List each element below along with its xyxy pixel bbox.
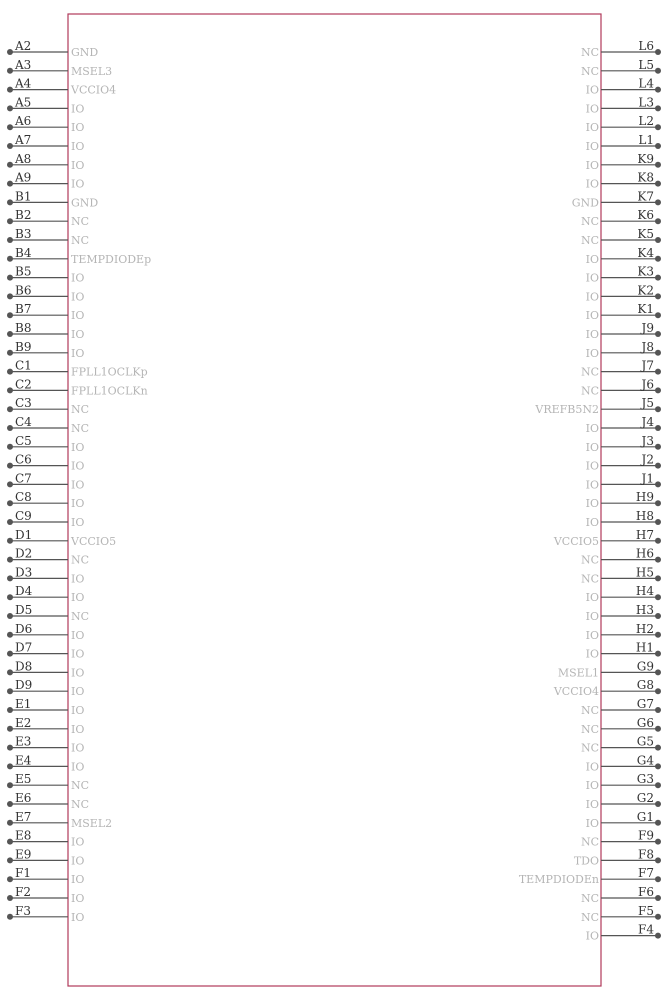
pin-name: IO [585,309,599,323]
pin-name: IO [71,497,85,511]
pin-end-dot [655,68,661,74]
pin-number: L4 [638,76,654,91]
pin-name: NC [71,422,90,435]
pin-end-dot [7,876,13,882]
pin-number: B7 [15,302,32,317]
pin-name: NC [71,553,90,567]
pin-name: NC [71,798,90,811]
pin-end-dot [655,256,661,262]
pin-end-dot [7,707,13,713]
pin-number: A3 [15,57,32,72]
pin-name: IO [585,816,599,830]
pin-end-dot [7,669,13,675]
pin-number: D2 [15,546,33,561]
pin-end-dot [7,293,13,299]
pin-name: VCCIO5 [553,534,599,548]
pin-end-dot [655,669,661,675]
pin-name: VCCIO4 [71,83,117,97]
pin-number: C8 [15,490,32,505]
pin-end-dot [655,594,661,600]
pin-number: J1 [641,471,654,486]
pin-end-dot [655,651,661,657]
pin-number: D7 [15,640,33,655]
pin-number: H8 [635,509,654,523]
pin-end-dot [7,613,13,619]
pin-number: F6 [638,885,654,899]
pin-end-dot [655,387,661,393]
pin-number: K7 [637,189,654,204]
pin-name: IO [71,328,85,341]
pin-name: TEMPDIODEn [518,873,599,887]
pin-number: D1 [15,527,33,542]
pin-end-dot [655,218,661,224]
pin-name: TEMPDIODEp [71,252,152,266]
pin-name: IO [71,459,85,473]
pin-name: IO [71,741,85,755]
pin-end-dot [655,49,661,55]
pin-end-dot [655,707,661,713]
pin-number: F8 [638,847,654,862]
pin-end-dot [7,651,13,657]
pin-name: IO [585,628,599,642]
pin-end-dot [655,312,661,318]
pin-name: IO [585,760,599,774]
pin-name: IO [585,346,599,360]
pin-number: E6 [15,791,32,805]
pin-name: IO [71,346,85,360]
pin-name: NC [580,553,599,567]
pin-end-dot [7,369,13,375]
pin-name: VREFB5N2 [535,403,599,417]
pin-number: B2 [15,208,32,223]
pin-name: IO [585,591,599,605]
pin-number: C5 [15,433,32,448]
pin-end-dot [7,726,13,732]
pin-end-dot [655,124,661,130]
pin-name: IO [71,309,85,323]
pin-name: IO [71,478,85,492]
pin-name: MSEL2 [71,816,113,830]
pin-number: F2 [15,885,31,899]
pin-name: IO [71,760,85,774]
pin-end-dot [7,839,13,845]
pin-number: F1 [15,866,31,881]
pin-name: GND [71,196,99,210]
pin-number: G6 [636,715,654,730]
pin-name: IO [585,929,599,943]
pin-end-dot [655,557,661,563]
pin-end-dot [7,218,13,224]
pin-name: NC [580,46,599,59]
pin-end-dot [655,914,661,920]
pin-number: D4 [15,584,33,599]
pin-name: NC [580,892,599,905]
pin-number: H3 [635,603,654,617]
pin-end-dot [7,275,13,281]
pin-end-dot [7,519,13,525]
pin-name: IO [585,252,599,266]
pin-end-dot [655,500,661,506]
pin-number: A6 [15,114,32,129]
pin-name: MSEL1 [557,666,599,680]
pin-end-dot [7,425,13,431]
pin-number: A8 [15,151,32,166]
pin-name: IO [71,854,85,868]
pin-end-dot [655,481,661,487]
pin-number: D5 [15,603,33,617]
pin-number: E2 [15,715,32,730]
pin-end-dot [655,350,661,356]
pin-end-dot [655,369,661,375]
pin-end-dot [7,688,13,694]
pin-name: IO [585,478,599,492]
pin-end-dot [7,481,13,487]
pin-name: NC [71,610,90,623]
pin-name: IO [585,422,599,435]
pin-number: J3 [641,433,654,448]
pin-number: D6 [15,621,33,636]
pin-end-dot [655,895,661,901]
pin-name: IO [585,328,599,341]
pin-name: NC [71,779,90,793]
pin-number: K4 [637,245,654,260]
pin-end-dot [655,801,661,807]
pin-number: D3 [15,565,33,580]
pin-name: IO [71,271,85,285]
pin-name: IO [585,177,599,191]
pin-name: IO [71,892,85,905]
pin-name: NC [580,215,599,229]
pin-number: C3 [15,396,32,411]
pin-end-dot [7,199,13,205]
pin-name: NC [580,234,599,247]
pin-number: H4 [635,584,654,599]
pin-name: IO [71,685,85,699]
pin-end-dot [655,162,661,168]
pin-number: C4 [15,415,32,429]
pin-end-dot [7,594,13,600]
pin-number: B5 [15,264,32,279]
pin-name: IO [585,610,599,623]
pin-end-dot [7,632,13,638]
pin-end-dot [7,538,13,544]
pin-name: IO [585,83,599,97]
pin-number: F3 [15,903,31,918]
pin-end-dot [7,68,13,74]
pin-number: B4 [15,245,32,260]
pin-number: H1 [635,640,654,655]
pin-name: NC [71,403,90,417]
pin-number: A4 [15,76,32,91]
pin-number: F5 [638,903,654,918]
pin-end-dot [7,557,13,563]
pin-number: G5 [636,734,654,749]
pin-number: L2 [638,114,654,129]
pin-name: NC [580,572,599,586]
pin-name: NC [580,910,599,924]
pin-name: IO [71,440,85,454]
pin-end-dot [655,87,661,93]
pin-name: NC [580,704,599,717]
pin-name: NC [580,835,599,849]
pin-end-dot [7,312,13,318]
pin-number: G3 [636,772,654,787]
pin-name: IO [71,290,85,304]
pin-name: IO [585,779,599,793]
pin-end-dot [7,406,13,412]
pin-number: G2 [636,791,654,805]
pin-name: FPLL1OCLKn [71,384,148,398]
pin-name: IO [71,140,85,153]
pin-name: IO [71,835,85,849]
pin-end-dot [655,275,661,281]
pin-name: VCCIO5 [71,534,117,548]
pin-number: C6 [15,452,32,467]
pin-number: H9 [635,490,654,505]
pin-number: J2 [641,452,654,467]
pin-number: C1 [15,358,32,373]
pin-end-dot [7,500,13,506]
pin-name: IO [585,290,599,304]
pin-name: IO [71,591,85,605]
pin-end-dot [7,914,13,920]
pin-number: L1 [638,133,654,147]
pin-end-dot [655,857,661,863]
pin-end-dot [655,444,661,450]
pin-end-dot [7,181,13,187]
pin-number: K2 [637,283,654,298]
pin-end-dot [655,143,661,149]
pin-number: C9 [15,509,32,523]
pin-name: IO [585,271,599,285]
pin-number: B6 [15,283,32,298]
pin-name: IO [71,666,85,680]
pin-number: F7 [638,866,654,881]
pin-name: IO [585,459,599,473]
pin-name: IO [71,102,85,116]
pin-number: H6 [635,546,654,561]
pin-name: VCCIO4 [553,685,599,699]
pin-name: IO [71,910,85,924]
pin-end-dot [7,256,13,262]
pin-name: IO [71,177,85,191]
pin-name: IO [585,158,599,172]
pin-number: E5 [15,772,32,787]
pin-number: J6 [641,377,654,392]
pin-end-dot [7,143,13,149]
pin-name: IO [71,628,85,642]
pin-end-dot [655,575,661,581]
pin-end-dot [7,801,13,807]
pin-number: K1 [637,302,654,317]
pin-name: NC [580,365,599,379]
pin-number: C2 [15,377,32,392]
pin-number: J8 [641,339,654,354]
pin-name: IO [585,647,599,661]
pin-name: GND [571,196,599,210]
pin-end-dot [655,839,661,845]
pin-end-dot [7,463,13,469]
pin-end-dot [655,933,661,939]
pin-number: K3 [637,264,654,279]
pin-end-dot [7,87,13,93]
pin-name: TDO [573,854,599,868]
pin-name: IO [585,497,599,511]
pin-number: E4 [15,753,32,768]
pin-number: F4 [638,922,654,937]
pin-name: IO [585,798,599,811]
pin-end-dot [7,350,13,356]
pin-end-dot [7,49,13,55]
pin-number: E7 [15,809,32,824]
pin-name: IO [585,140,599,153]
pin-end-dot [655,820,661,826]
pin-end-dot [7,387,13,393]
pin-name: IO [71,647,85,661]
pin-number: B9 [15,339,32,354]
pin-number: A2 [15,39,32,53]
pin-end-dot [655,538,661,544]
pin-name: NC [580,384,599,398]
pin-end-dot [655,745,661,751]
pin-number: L5 [638,57,654,72]
pin-name: IO [585,516,599,529]
pin-number: J4 [641,415,654,429]
pin-end-dot [7,745,13,751]
pin-number: G8 [636,678,654,693]
pin-number: F9 [638,828,654,843]
pin-number: E1 [15,697,32,711]
pin-end-dot [655,425,661,431]
pin-number: K6 [637,208,654,223]
pin-name: IO [71,121,85,135]
pin-number: D8 [15,659,33,674]
pin-number: H5 [635,565,654,580]
pin-end-dot [7,575,13,581]
pin-name: IO [71,572,85,586]
pin-end-dot [7,763,13,769]
pin-end-dot [655,726,661,732]
pin-name: NC [71,215,90,229]
pin-number: G7 [636,697,654,711]
pin-end-dot [655,688,661,694]
pin-number: J9 [641,321,654,335]
pin-end-dot [655,181,661,187]
pin-number: K8 [637,170,654,185]
pin-end-dot [7,237,13,243]
pin-end-dot [7,444,13,450]
pin-end-dot [7,124,13,130]
pin-end-dot [655,331,661,337]
pin-number: A9 [15,170,32,185]
pin-name: FPLL1OCLKp [71,365,148,379]
pin-name: IO [585,102,599,116]
pin-number: L6 [638,39,654,53]
pin-number: K9 [637,151,654,166]
pin-name: GND [71,46,99,59]
pin-end-dot [655,293,661,299]
pin-end-dot [7,820,13,826]
pin-end-dot [655,876,661,882]
pin-end-dot [7,782,13,788]
pin-name: NC [580,741,599,755]
pin-number: G4 [636,753,654,768]
pin-number: A7 [15,133,32,147]
pin-end-dot [655,632,661,638]
pin-name: MSEL3 [71,64,113,78]
pin-number: D9 [15,678,33,693]
pin-name: IO [71,158,85,172]
pin-number: B8 [15,321,32,335]
pin-end-dot [655,105,661,111]
pin-end-dot [655,237,661,243]
pin-end-dot [655,199,661,205]
pin-name: IO [71,873,85,887]
pin-number: E8 [15,828,32,843]
pin-number: J5 [641,396,654,411]
pin-name: IO [71,704,85,717]
pin-number: H7 [635,527,654,542]
pin-end-dot [7,857,13,863]
pin-number: E9 [15,847,32,862]
pin-end-dot [655,613,661,619]
pin-number: C7 [15,471,32,486]
pin-end-dot [7,331,13,337]
pin-end-dot [655,782,661,788]
pin-number: K5 [637,227,654,241]
pin-end-dot [655,463,661,469]
component-body [68,14,601,986]
pin-end-dot [655,406,661,412]
pin-number: E3 [15,734,32,749]
pin-number: G9 [636,659,654,674]
pin-end-dot [7,105,13,111]
pin-number: J7 [641,358,654,373]
pin-name: IO [585,440,599,454]
pin-number: H2 [635,621,654,636]
pin-end-dot [7,162,13,168]
pin-name: IO [71,722,85,736]
pin-name: NC [580,64,599,78]
pin-name: IO [585,121,599,135]
pin-name: NC [71,234,90,247]
pin-number: G1 [636,809,654,824]
pin-name: NC [580,722,599,736]
pin-end-dot [655,763,661,769]
pin-number: B1 [15,189,32,204]
pin-name: IO [71,516,85,529]
pin-end-dot [7,895,13,901]
pin-number: B3 [15,227,32,241]
pin-number: L3 [638,95,654,110]
pin-number: A5 [15,95,32,110]
pin-end-dot [655,519,661,525]
